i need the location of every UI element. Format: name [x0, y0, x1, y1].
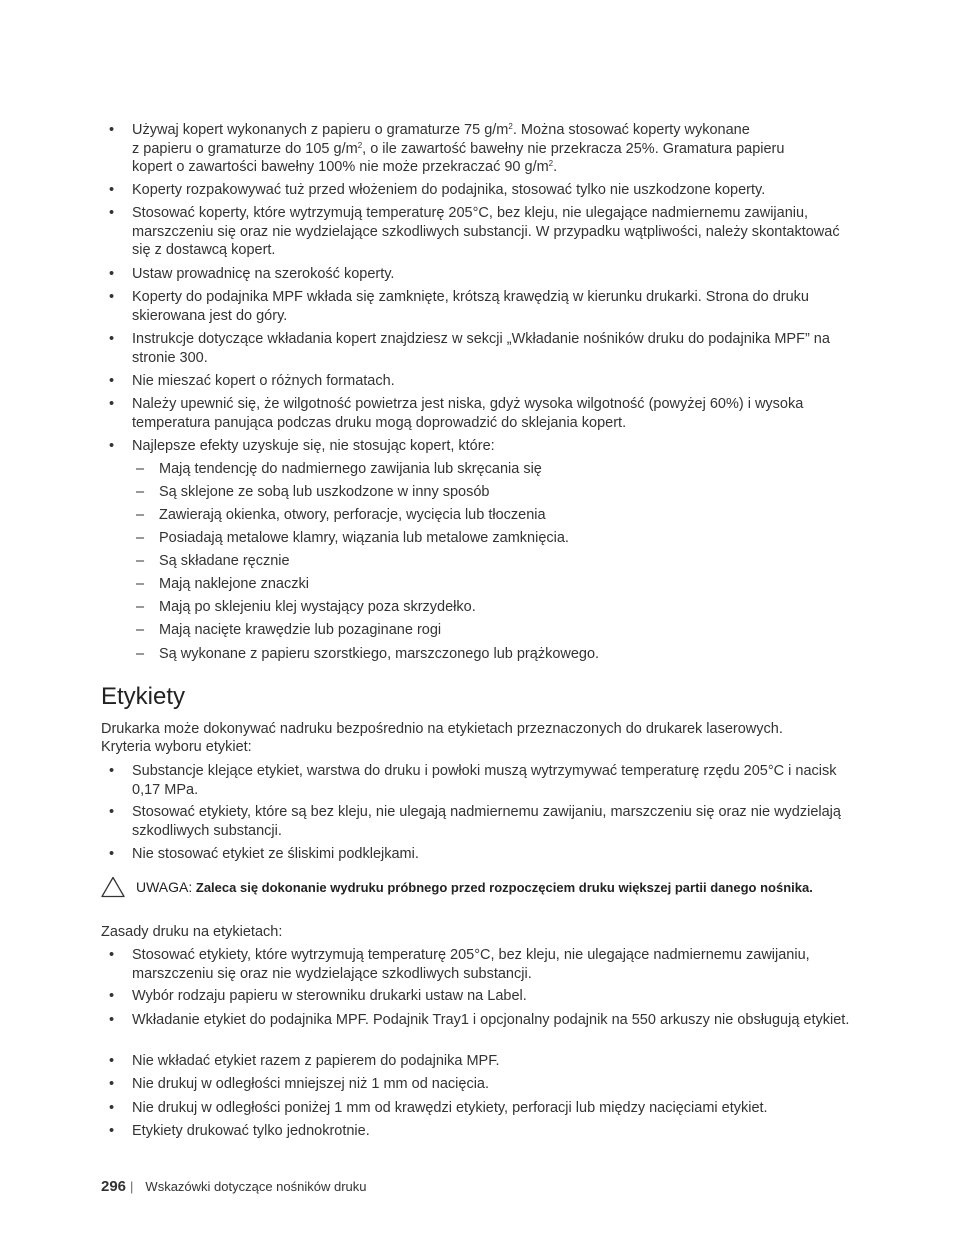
- list-item-text: Substancje klejące etykiet, warstwa do druku i powłoki muszą wytrzymywać temperaturę rzędu 205°C i nacisk 0,17 MPa.: [132, 763, 837, 798]
- sub-list-item-text: Mają naklejone znaczki: [159, 576, 309, 592]
- list-item: [0, 121, 954, 177]
- list-item-text: Koperty rozpakowywać tuż przed włożeniem do podajnika, stosować tylko nie uszkodzone koperty.: [132, 182, 766, 198]
- list-item-text: Nie drukuj w odległości mniejszej niż 1 mm od nacięcia.: [132, 1076, 490, 1092]
- dash-mark: –: [136, 646, 145, 662]
- page-footer: [101, 1178, 367, 1195]
- list-item-text: Wkładanie etykiet do podajnika MPF. Podajnik Tray1 i opcjonalny podajnik na 550 arkuszy nie obsługują etykiet.: [132, 1012, 850, 1028]
- footer-section-title: Wskazówki dotyczące nośników druku: [145, 1179, 367, 1194]
- section-heading: Etykiety: [101, 683, 186, 710]
- bullet-mark: •: [109, 266, 115, 282]
- sub-list-item-text: Mają po sklejeniu klej wystający poza skrzydełko.: [159, 599, 476, 615]
- bullet-mark: •: [109, 182, 115, 198]
- bullet-mark: •: [109, 1123, 115, 1139]
- list-item-text: Nie drukuj w odległości poniżej 1 mm od krawędzi etykiety, perforacji lub między nacięciami etykiet.: [132, 1100, 768, 1116]
- list-item-text: Ustaw prowadnicę na szerokość koperty.: [132, 266, 395, 282]
- list-item-text: Używaj kopert wykonanych z papieru o gramaturze 75 $g/m^2$. Można stosować koperty wykonane z papieru o gramaturze do 105 $g/m^2$, o ile zawartość bawełny nie przekracza 25%. Gramatura papieru kopert o zawartości bawełny 100% nie może przekraczać 90 $g/m^2$.: [132, 122, 785, 175]
- list-item-text: Stosować etykiety, które wytrzymują temperaturę 205°C, bez kleju, nie ulegające nadmiernemu zawijaniu, marszczeniu się oraz nie wydzielające szkodliwych substancji.: [132, 947, 810, 982]
- list-item-text: Wybór rodzaju papieru w sterowniku drukarki ustaw na Label.: [132, 988, 527, 1004]
- rules-intro: Zasady druku na etykietach:: [101, 924, 283, 940]
- note-text: [136, 879, 826, 896]
- dash-mark: –: [136, 461, 145, 477]
- bullet-mark: •: [109, 205, 115, 221]
- list-item-text: Nie stosować etykiet ze śliskimi podklejkami.: [132, 846, 419, 862]
- bullet-mark: •: [109, 1053, 115, 1069]
- note-body: Zaleca się dokonanie wydruku próbnego przed rozpoczęciem druku większej partii danego nośnika.: [195, 880, 813, 895]
- sub-list-item-text: Mają nacięte krawędzie lub pozaginane rogi: [159, 622, 442, 638]
- list-item-text: Stosować etykiety, które są bez kleju, nie ulegają nadmiernemu zawijaniu, marszczeniu się oraz nie wydzielają szkodliwych substancji.: [132, 804, 841, 839]
- list-item-text: Nie mieszać kopert o różnych formatach.: [132, 373, 395, 389]
- sub-list-item-text: Posiadają metalowe klamry, wiązania lub metalowe zamknięcia.: [159, 530, 569, 546]
- bullet-mark: •: [109, 331, 115, 347]
- dash-mark: –: [136, 622, 145, 638]
- dash-mark: –: [136, 576, 145, 592]
- list-item-text: Należy upewnić się, że wilgotność powietrza jest niska, gdyż wysoka wilgotność (powyżej 60%) i wysoka temperatura panująca podczas druku mogą doprowadzić do sklejania kopert.: [132, 396, 804, 431]
- dash-mark: –: [136, 553, 145, 569]
- dash-mark: –: [136, 484, 145, 500]
- list-item-text: Instrukcje dotyczące wkładania kopert znajdziesz w sekcji „Wkładanie nośników druku do podajnika MPF” na stronie 300.: [132, 331, 830, 366]
- bullet-mark: •: [109, 122, 115, 138]
- sub-list-item-text: Zawierają okienka, otwory, perforacje, wycięcia lub tłoczenia: [159, 507, 546, 523]
- sub-list-item-text: Są składane ręcznie: [159, 553, 290, 569]
- bullet-mark: •: [109, 438, 115, 454]
- dash-mark: –: [136, 530, 145, 546]
- note-label: UWAGA:: [136, 879, 193, 895]
- bullet-mark: •: [109, 289, 115, 305]
- list-item-text: Najlepsze efekty uzyskuje się, nie stosując kopert, które:: [132, 438, 495, 454]
- bullet-mark: •: [109, 763, 115, 779]
- bullet-mark: •: [109, 947, 115, 963]
- sub-list-item-text: Są sklejone ze sobą lub uszkodzone w inny sposób: [159, 484, 490, 500]
- sub-list-item-text: Są wykonane z papieru szorstkiego, marszczonego lub prążkowego.: [159, 646, 600, 662]
- list-item-text: Stosować koperty, które wytrzymują temperaturę 205°C, bez kleju, nie ulegające nadmiernemu zawijaniu, marszczeniu się oraz nie wydzielające szkodliwych substancji. W przypadku wątpliwości, należy skontaktować się z dostawcą kopert.: [132, 205, 840, 258]
- bullet-mark: •: [109, 1012, 115, 1028]
- bullet-mark: •: [109, 846, 115, 862]
- bullet-mark: •: [109, 396, 115, 412]
- bullet-mark: •: [109, 1076, 115, 1092]
- list-item-text: Etykiety drukować tylko jednokrotnie.: [132, 1123, 370, 1139]
- warning-triangle-icon: [101, 876, 125, 898]
- sub-list-item-text: Mają tendencję do nadmiernego zawijania lub skręcania się: [159, 461, 542, 477]
- bullet-mark: •: [109, 804, 115, 820]
- bullet-mark: •: [109, 1100, 115, 1116]
- footer-separator: |: [130, 1179, 134, 1194]
- dash-mark: –: [136, 599, 145, 615]
- bullet-mark: •: [109, 988, 115, 1004]
- page-number: 296: [101, 1178, 127, 1195]
- list-item-text: Nie wkładać etykiet razem z papierem do podajnika MPF.: [132, 1053, 500, 1069]
- section-intro: Drukarka może dokonywać nadruku bezpośrednio na etykietach przeznaczonych do drukarek laserowych. Kryteria wyboru etykiet:: [101, 721, 783, 755]
- dash-mark: –: [136, 507, 145, 523]
- list-item-text: Koperty do podajnika MPF wkłada się zamknięte, krótszą krawędzią w kierunku drukarki. Strona do druku skierowana jest do góry.: [132, 289, 809, 324]
- bullet-mark: •: [109, 373, 115, 389]
